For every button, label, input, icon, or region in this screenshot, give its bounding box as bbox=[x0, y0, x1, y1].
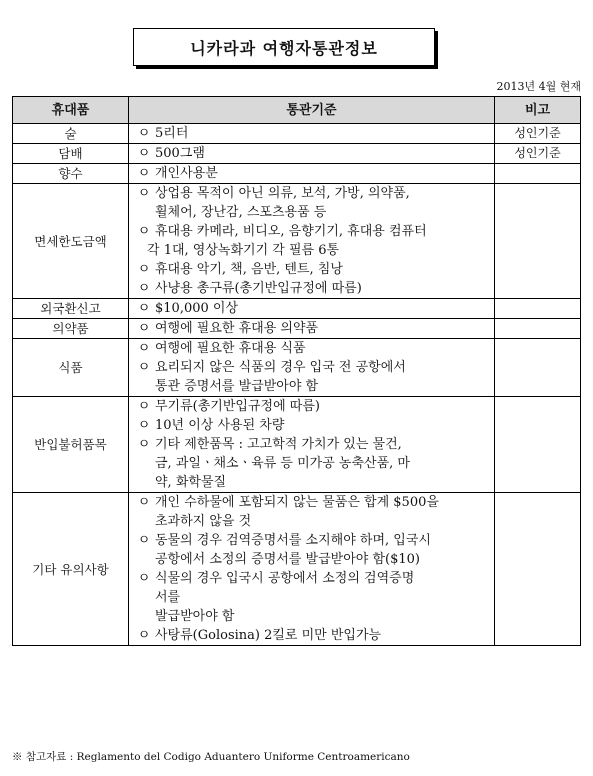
bullet: ㅇ bbox=[137, 628, 151, 643]
table-row bbox=[13, 397, 581, 493]
page-title-box bbox=[133, 28, 435, 66]
table-row bbox=[13, 164, 581, 184]
bullet: ㅇ bbox=[137, 495, 151, 510]
bullet: ㅇ bbox=[137, 399, 151, 414]
standard-cell: ㅇ 개인사용분 bbox=[129, 164, 495, 184]
header-standard: 통관기준 bbox=[129, 97, 495, 124]
note-cell bbox=[495, 493, 581, 646]
bullet: ㅇ bbox=[137, 341, 151, 356]
header-item: 휴대품 bbox=[13, 97, 129, 124]
bullet: ㅇ bbox=[137, 301, 151, 316]
standard-cell: ㅇ 500그램 bbox=[129, 144, 495, 164]
item-cell: 면세한도금액 bbox=[13, 184, 129, 299]
bullet: ㅇ bbox=[137, 224, 151, 239]
note-cell: 성인기준 bbox=[495, 124, 581, 144]
bullet: ㅇ bbox=[137, 262, 151, 277]
standard-cell: ㅇ 여행에 필요한 휴대용 의약품 bbox=[129, 319, 495, 339]
item-cell: 술 bbox=[13, 124, 129, 144]
note-cell bbox=[495, 397, 581, 493]
table-row bbox=[13, 184, 581, 299]
item-cell: 담배 bbox=[13, 144, 129, 164]
note-cell bbox=[495, 164, 581, 184]
table-row bbox=[13, 319, 581, 339]
customs-table bbox=[12, 96, 581, 646]
reference-note: ※ 참고자료 : Reglamento del Codigo Aduantero Uniforme Centroamericano bbox=[12, 751, 410, 763]
standard-cell: ㅇ 5리터 bbox=[129, 124, 495, 144]
table-row bbox=[13, 339, 581, 397]
table-row bbox=[13, 144, 581, 164]
date-label: 2013년 4월 현재 bbox=[496, 80, 581, 93]
bullet: ㅇ bbox=[137, 146, 151, 161]
standard-cell: ㅇ 상업용 목적이 아닌 의류, 보석, 가방, 의약품, 휠체어, 장난감, 스포츠용품 등 ㅇ 휴대용 카메라, 비디오, 음향기기, 휴대용 컴퓨터 각 1대, 영상녹화기기 각 필름 6통 ㅇ 휴대용 악기, 책, 음반, 텐트, 침낭 ㅇ 사냥용 총구류(총기반입규정에 따름) bbox=[129, 184, 495, 299]
note-cell bbox=[495, 299, 581, 319]
bullet: ㅇ bbox=[137, 281, 151, 296]
note-cell bbox=[495, 319, 581, 339]
standard-cell: ㅇ $10,000 이상 bbox=[129, 299, 495, 319]
page-title: 니카라과 여행자통관정보 bbox=[190, 38, 378, 58]
standard-cell: ㅇ 무기류(총기반입규정에 따름) ㅇ 10년 이상 사용된 차량 ㅇ 기타 제한품목 : 고고학적 가치가 있는 물건, 금, 과일ㆍ채소ㆍ육류 등 미가공 농축산품, 마 약, 화학물질 bbox=[129, 397, 495, 493]
table-header-row bbox=[13, 97, 581, 124]
standard-cell: ㅇ 개인 수하물에 포함되지 않는 물품은 합계 $500을 초과하지 않을 것 ㅇ 동물의 경우 검역증명서를 소지해야 하며, 입국시 공항에서 소정의 증명서를 발급받아야 함($10) ㅇ 식물의 경우 입국시 공항에서 소정의 검역증명 서를 발급받아야 함 ㅇ 사탕류(Golosina) 2킬로 미만 반입가능 bbox=[129, 493, 495, 646]
bullet: ㅇ bbox=[137, 126, 151, 141]
bullet: ㅇ bbox=[137, 360, 151, 375]
note-cell bbox=[495, 184, 581, 299]
bullet: ㅇ bbox=[137, 166, 151, 181]
item-cell: 외국환신고 bbox=[13, 299, 129, 319]
item-cell: 식품 bbox=[13, 339, 129, 397]
note-cell: 성인기준 bbox=[495, 144, 581, 164]
bullet: ㅇ bbox=[137, 533, 151, 548]
table-row bbox=[13, 124, 581, 144]
header-note: 비고 bbox=[495, 97, 581, 124]
item-cell: 향수 bbox=[13, 164, 129, 184]
bullet: ㅇ bbox=[137, 437, 151, 452]
bullet: ㅇ bbox=[137, 418, 151, 433]
item-cell: 기타 유의사항 bbox=[13, 493, 129, 646]
bullet: ㅇ bbox=[137, 186, 151, 201]
table-row bbox=[13, 299, 581, 319]
item-cell: 반입불허품목 bbox=[13, 397, 129, 493]
item-cell: 의약품 bbox=[13, 319, 129, 339]
table-row bbox=[13, 493, 581, 646]
bullet: ㅇ bbox=[137, 571, 151, 586]
note-cell bbox=[495, 339, 581, 397]
bullet: ㅇ bbox=[137, 321, 151, 336]
standard-cell: ㅇ 여행에 필요한 휴대용 식품 ㅇ 요리되지 않은 식품의 경우 입국 전 공항에서 통관 증명서를 발급받아야 함 bbox=[129, 339, 495, 397]
